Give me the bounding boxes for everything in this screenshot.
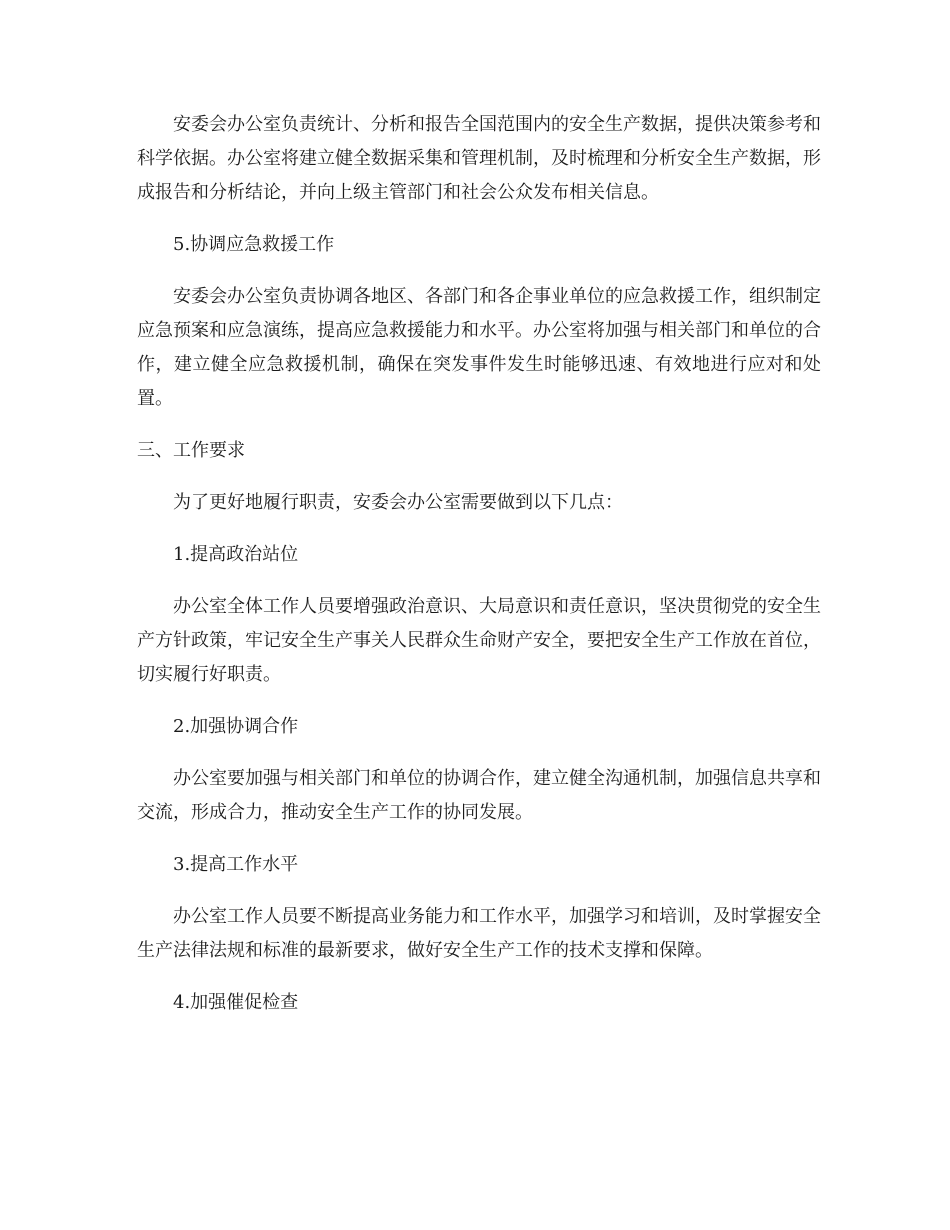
- heading-political-stance: 1.提高政治站位: [173, 544, 299, 565]
- heading-coordination: 2.加强协调合作: [173, 716, 299, 737]
- heading-emergency-rescue: 5.协调应急救援工作: [173, 234, 335, 255]
- paragraph-political-stance: 办公室全体工作人员要增强政治意识、大局意识和责任意识，坚决贯彻党的安全生产方针政策，牢记安全生产事关人民群众生命财产安全，要把安全生产工作放在首位，切实履行好职责。: [137, 596, 821, 685]
- heading-supervision: 4.加强催促检查: [173, 992, 299, 1013]
- paragraph-coordination: 办公室要加强与相关部门和单位的协调合作，建立健全沟通机制，加强信息共享和交流，形成合力，推动安全生产工作的协同发展。: [137, 768, 821, 823]
- paragraph-data-reporting: 安委会办公室负责统计、分析和报告全国范围内的安全生产数据，提供决策参考和科学依据。办公室将建立健全数据采集和管理机制，及时梳理和分析安全生产数据，形成报告和分析结论，并向上级主管部门和社会公众发布相关信息。: [137, 114, 821, 203]
- paragraph-work-level: 办公室工作人员要不断提高业务能力和工作水平，加强学习和培训，及时掌握安全生产法律法规和标准的最新要求，做好安全生产工作的技术支撑和保障。: [137, 906, 821, 961]
- heading-work-level: 3.提高工作水平: [173, 854, 299, 875]
- paragraph-requirements-intro: 为了更好地履行职责，安委会办公室需要做到以下几点：: [173, 492, 623, 513]
- section-title-work-requirements: 三、工作要求: [137, 440, 245, 461]
- document-body: [137, 108, 821, 1038]
- paragraph-emergency-rescue: 安委会办公室负责协调各地区、各部门和各企事业单位的应急救援工作，组织制定应急预案和应急演练，提高应急救援能力和水平。办公室将加强与相关部门和单位的合作，建立健全应急救援机制，确保在突发事件发生时能够迅速、有效地进行应对和处置。: [137, 286, 821, 409]
